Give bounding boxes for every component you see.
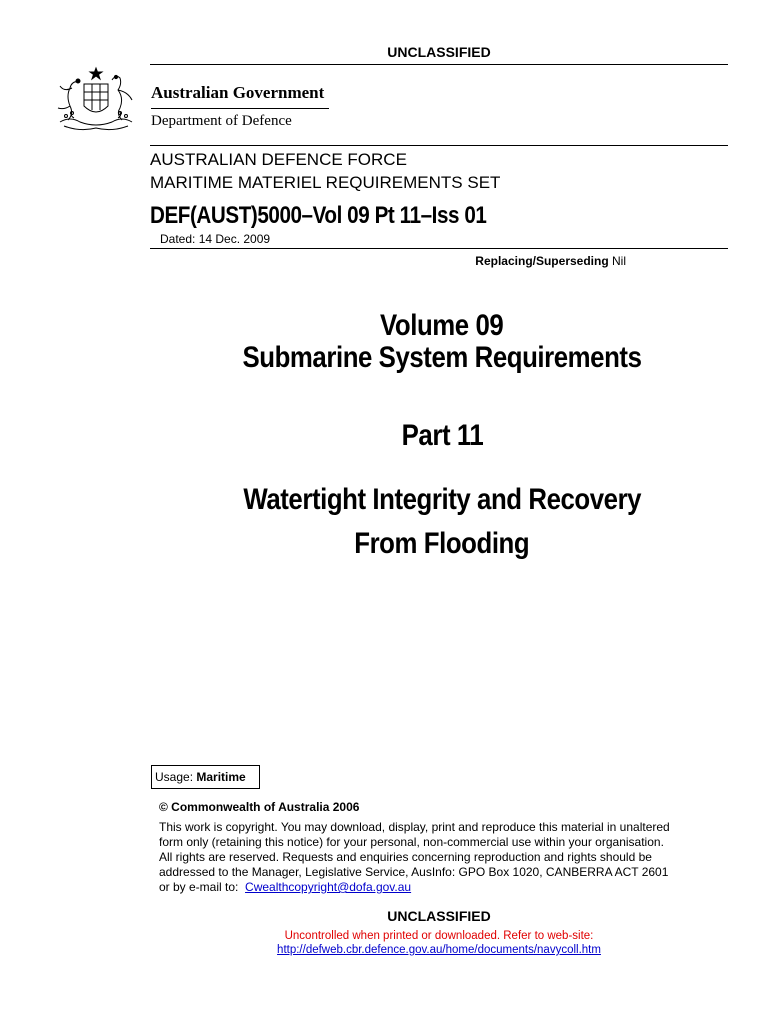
part-title-line-1: Watertight Integrity and Recovery	[243, 483, 641, 516]
replacing-label: Replacing/Superseding	[475, 254, 609, 268]
copyright-line-3: All rights are reserved. Requests and enquiries concerning reproduction and rights should be	[159, 850, 652, 864]
doc-rule	[150, 248, 728, 249]
replacing-line	[475, 254, 626, 268]
copyright-line-5	[159, 880, 670, 895]
email-link[interactable]: Cwealthcopyright@dofa.gov.au	[245, 880, 412, 894]
copyright-line-4: addressed to the Manager, Legislative Service, AusInfo: GPO Box 1020, CANBERRA ACT 2601	[159, 865, 669, 879]
copyright-line-1: This work is copyright. You may download, display, print and reproduce this material in unaltered	[159, 820, 670, 834]
part-number: Part 11	[401, 419, 483, 452]
usage-value: Maritime	[196, 770, 246, 784]
volume-title: Submarine System Requirements	[242, 341, 642, 374]
copyright-heading: © Commonwealth of Australia 2006	[159, 800, 360, 814]
document-id: DEF(AUST)5000–Vol 09 Pt 11–Iss 01	[150, 202, 487, 229]
classification-bottom: UNCLASSIFIED	[387, 908, 491, 924]
top-rule	[150, 64, 728, 65]
copyright-body	[159, 820, 670, 895]
uncontrolled-notice: Uncontrolled when printed or downloaded. Refer to web-site:	[284, 930, 594, 942]
usage-box	[151, 765, 260, 789]
agency-name: Australian Government	[151, 83, 325, 102]
usage-label: Usage:	[155, 770, 194, 784]
dated-text: Dated: 14 Dec. 2009	[160, 232, 271, 246]
department-name: Department of Defence	[151, 113, 292, 129]
org-line-1: AUSTRALIAN DEFENCE FORCE	[150, 150, 407, 169]
coat-of-arms-logo	[50, 66, 142, 134]
replacing-value: Nil	[612, 254, 626, 268]
navycoll-link[interactable]: http://defweb.cbr.defence.gov.au/home/documents/navycoll.htm	[277, 944, 601, 956]
copyright-line-2: form only (retaining this notice) for your personal, non-commercial use within your organisation.	[159, 835, 664, 849]
classification-top: UNCLASSIFIED	[387, 44, 491, 60]
volume-number: Volume 09	[380, 309, 504, 342]
part-title-line-2: From Flooding	[354, 527, 530, 560]
email-prefix: or by e-mail to:	[159, 880, 239, 894]
org-line-2: MARITIME MATERIEL REQUIREMENTS SET	[150, 173, 501, 192]
agency-rule	[151, 108, 329, 109]
header-rule	[150, 145, 728, 146]
